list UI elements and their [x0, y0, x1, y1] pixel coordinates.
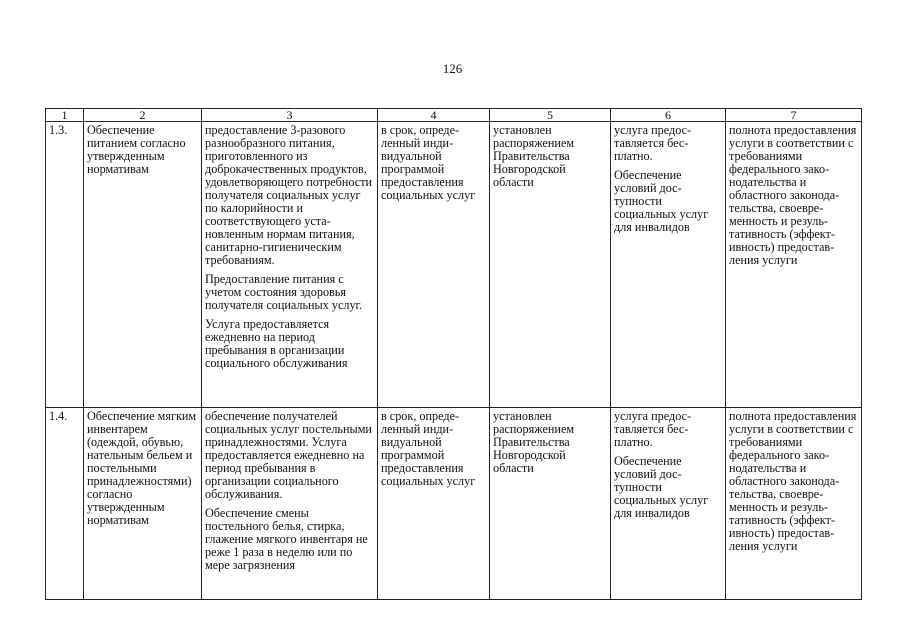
service-cost: установлен распоряжением Правительства Новгородской области	[490, 122, 611, 408]
table-row	[46, 122, 862, 408]
column-header: 3	[202, 109, 378, 122]
column-header: 6	[611, 109, 726, 122]
service-term: в срок, определенный индивидуальной программой предоставления социальных услуг	[378, 408, 490, 600]
service-term: в срок, определенный индивидуальной программой предоставления социальных услуг	[378, 122, 490, 408]
column-header: 4	[378, 109, 490, 122]
column-header: 2	[84, 109, 202, 122]
table-header-row	[46, 109, 862, 122]
description-paragraph: предоставление 3-разового разнообразного питания, приготовленного из доброкачественных продуктов, удовлетворяющего потребности получателя социальных услуг по калорийности и соответствующего установленным нормам питания, санитарно-гигиеническим требованиям.	[205, 123, 373, 267]
description-paragraph: Предоставление питания с учетом состояния здоровья получателя социальных услуг.	[205, 272, 363, 312]
service-name: Обеспечение мягким инвентарем (одеждой, обувью, нательным бельем и постельными принадлежностями) согласно утвержденным нормативам	[84, 408, 202, 600]
conditions-paragraph: услуга предоставляется бесплатно.	[614, 409, 692, 449]
table-row	[46, 408, 862, 600]
service-quality: полнота предоставления услуги в соответствии с требованиями федерального законодательства и областного законодательства, своевременность и результативность (эффективность) предоставления услуги	[726, 408, 862, 600]
service-cost: установлен распоряжением Правительства Новгородской области	[490, 408, 611, 600]
conditions-paragraph: услуга предоставляется бесплатно.	[614, 123, 692, 163]
column-header: 5	[490, 109, 611, 122]
description-paragraph: обеспечение получателей социальных услуг постельными принадлежностями. Услуга предоставляется ежедневно на период пребывания в организации социального обслуживания.	[205, 409, 372, 501]
services-table	[45, 108, 862, 600]
row-number: 1.3.	[46, 122, 84, 408]
conditions-paragraph: Обеспечение условий доступности социальных услуг для инвалидов	[614, 168, 709, 234]
description-paragraph: Услуга предоставляется ежедневно на период пребывания в организации социального обслуживания	[205, 317, 348, 370]
page-number: 126	[442, 61, 463, 76]
row-number: 1.4.	[46, 408, 84, 600]
service-quality: полнота предоставления услуги в соответствии с требованиями федерального законодательства и областного законодательства, своевременность и результативность (эффективность) предоставления услуги	[726, 122, 862, 408]
description-paragraph: Обеспечение смены постельного белья, стирка, глажение мягкого инвентаря не реже 1 раза в неделю или по мере загрязнения	[205, 506, 368, 572]
conditions-paragraph: Обеспечение условий доступности социальных услуг для инвалидов	[614, 454, 709, 520]
service-name: Обеспечение питанием согласно утвержденным нормативам	[84, 122, 202, 408]
service-conditions	[611, 122, 726, 408]
column-header: 1	[46, 109, 84, 122]
column-header: 7	[726, 109, 862, 122]
service-conditions	[611, 408, 726, 600]
service-description	[202, 122, 378, 408]
service-description	[202, 408, 378, 600]
